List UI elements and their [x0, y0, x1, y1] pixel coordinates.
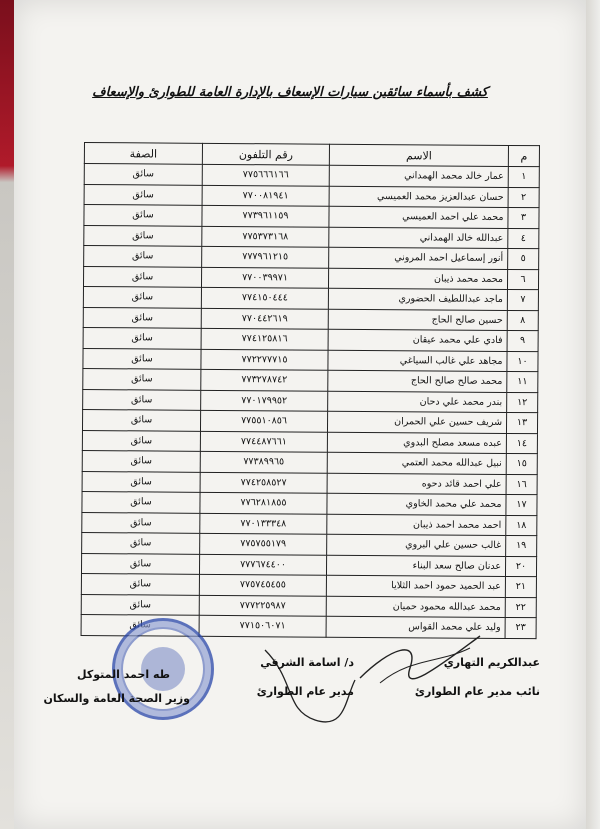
row-role: سائق — [83, 368, 201, 389]
row-role: سائق — [83, 327, 201, 348]
row-phone: ٧٧٣٢٧٨٧٤٢ — [201, 369, 328, 390]
row-phone: ٧٧٠٠٨١٩٤١ — [202, 185, 329, 206]
row-num: ٨ — [507, 310, 538, 331]
row-num: ٩ — [507, 330, 538, 351]
row-num: ١٦ — [506, 474, 537, 495]
row-role: سائق — [81, 614, 199, 635]
row-phone: ٧٧٤١٢٥٨١٦ — [201, 328, 328, 349]
header-name: الاسم — [329, 144, 508, 166]
row-name: عبدالله خالد الهمداني — [329, 227, 508, 249]
row-num: ٢٢ — [505, 597, 536, 618]
row-name: عبد الحميد حمود احمد الثلايا — [326, 575, 505, 597]
row-phone: ٧٧٤١٥٠٤٤٤ — [201, 287, 328, 308]
row-name: حسان عبدالعزيز محمد العميسي — [329, 186, 508, 208]
row-name: عدنان صالح سعد البناء — [326, 555, 505, 577]
table-body — [81, 164, 539, 639]
row-num: ١٣ — [506, 412, 537, 433]
header-phone: رقم التلفون — [202, 143, 329, 165]
row-phone: ٧٧١٥٠٦٠٧١ — [199, 615, 326, 636]
row-num: ٢ — [508, 187, 539, 208]
row-num: ١٥ — [506, 453, 537, 474]
row-role: سائق — [82, 532, 200, 553]
row-num: ٢١ — [505, 576, 536, 597]
row-phone: ٧٧٦٢٨١٨٥٥ — [200, 492, 327, 513]
row-role: سائق — [83, 307, 201, 328]
row-num: ١ — [508, 166, 539, 187]
row-num: ٦ — [507, 269, 538, 290]
row-role: سائق — [82, 491, 200, 512]
row-phone: ٧٧٠١٣٣٣٤٨ — [200, 513, 327, 534]
row-role: سائق — [82, 409, 200, 430]
row-role: سائق — [84, 225, 202, 246]
row-role: سائق — [81, 573, 199, 594]
row-num: ١٠ — [507, 351, 538, 372]
row-name: غالب حسين علي البروي — [327, 534, 506, 556]
row-phone: ٧٧٧٦٧٤٤٠٠ — [199, 554, 326, 575]
row-name: احمد محمد احمد ذيبان — [327, 514, 506, 536]
row-name: شريف حسين علي الحمران — [327, 411, 506, 433]
row-role: سائق — [81, 594, 199, 615]
row-phone: ٧٧٥٦٦٦١٦٦ — [202, 164, 329, 185]
signature-right-name: عبدالكريم التهاري — [443, 656, 540, 669]
row-num: ١٩ — [506, 535, 537, 556]
row-role: سائق — [84, 205, 202, 226]
signature-left-name: طه احمد المتوكل — [77, 668, 170, 681]
row-phone: ٧٧٥٧٥٥١٧٩ — [200, 533, 327, 554]
row-name: علي احمد قائد دحوه — [327, 473, 506, 495]
row-role: سائق — [83, 389, 201, 410]
row-phone: ٧٧٥٣٧٣١٦٨ — [202, 226, 329, 247]
row-name: محمد علي محمد الخاوي — [327, 493, 506, 515]
row-role: سائق — [82, 450, 200, 471]
row-num: ٢٣ — [505, 617, 536, 638]
row-role: سائق — [82, 430, 200, 451]
row-role: سائق — [82, 471, 200, 492]
row-role: سائق — [82, 512, 200, 533]
document-title: كشف بأسماء سائقين سيارات الإسعاف بالإدارة العامة للطوارئ والإسعاف — [92, 85, 488, 100]
row-phone: ٧٧٠٠٣٩٩٧١ — [201, 267, 328, 288]
row-name: محمد محمد ذيبان — [328, 268, 507, 290]
row-num: ١٨ — [506, 515, 537, 536]
row-role: سائق — [83, 348, 201, 369]
row-phone: ٧٧٢٢٧٧٧١٥ — [201, 349, 328, 370]
row-phone: ٧٧٤٤٨٧٦٦١ — [200, 431, 327, 452]
row-num: ٢٠ — [505, 556, 536, 577]
signature-left-title: وزير الصحة العامة والسكان — [43, 692, 190, 705]
row-num: ٤ — [508, 228, 539, 249]
background-edge-left — [0, 0, 14, 829]
row-role: سائق — [84, 164, 202, 185]
row-phone: ٧٧٠١٧٩٩٥٢ — [201, 390, 328, 411]
signature-right-title: نائب مدير عام الطوارئ — [414, 685, 540, 698]
signature-middle-title: مدير عام الطوارئ — [256, 685, 354, 698]
row-name: فادي علي محمد عيقان — [328, 329, 507, 351]
drivers-table — [81, 142, 540, 639]
row-num: ٥ — [508, 248, 539, 269]
background-edge-right — [586, 0, 600, 829]
row-role: سائق — [84, 184, 202, 205]
row-phone: ٧٧٣٨٩٩٦٥ — [200, 451, 327, 472]
row-phone: ٧٧٧٢٢٥٩٨٧ — [199, 595, 326, 616]
row-num: ١٢ — [507, 392, 538, 413]
row-name: ماجد عبداللطيف الحضوري — [328, 288, 507, 310]
row-name: أنور إسماعيل احمد المروني — [329, 247, 508, 269]
row-name: حسين صالح الحاج — [328, 309, 507, 331]
row-name: محمد علي احمد العميسي — [329, 206, 508, 228]
row-name: عمار خالد محمد الهمداني — [329, 165, 508, 187]
row-phone: ٧٧٤٢٥٨٥٢٧ — [200, 472, 327, 493]
row-role: سائق — [84, 246, 202, 267]
row-num: ١٤ — [506, 433, 537, 454]
row-phone: ٧٧٧٩٦١٢١٥ — [202, 246, 329, 267]
signature-middle-name: د/ اسامة الشرفي — [260, 656, 354, 669]
row-name: محمد عبدالله محمود حميان — [326, 596, 505, 618]
row-name: مجاهد علي غالب السياغي — [328, 350, 507, 372]
row-name: عبده مسعد مصلح البدوي — [327, 432, 506, 454]
row-phone: ٧٧٥٧٤٥٤٥٥ — [199, 574, 326, 595]
row-name: وليد علي محمد القواس — [326, 616, 505, 638]
row-num: ١٧ — [506, 494, 537, 515]
header-num: م — [508, 145, 539, 166]
header-role: الصفة — [84, 143, 202, 165]
row-role: سائق — [81, 553, 199, 574]
row-name: بندر محمد علي دحان — [328, 391, 507, 413]
row-num: ١١ — [507, 371, 538, 392]
row-num: ٣ — [508, 207, 539, 228]
row-phone: ٧٧٣٩٦١١٥٩ — [202, 205, 329, 226]
row-role: سائق — [83, 266, 201, 287]
row-phone: ٧٧٥٥١٠٨٥٦ — [200, 410, 327, 431]
row-num: ٧ — [507, 289, 538, 310]
row-name: نبيل عبدالله محمد العتمي — [327, 452, 506, 474]
row-phone: ٧٧٠٤٤٢٦١٩ — [201, 308, 328, 329]
row-role: سائق — [83, 286, 201, 307]
row-name: محمد صالح صالح الحاج — [328, 370, 507, 392]
